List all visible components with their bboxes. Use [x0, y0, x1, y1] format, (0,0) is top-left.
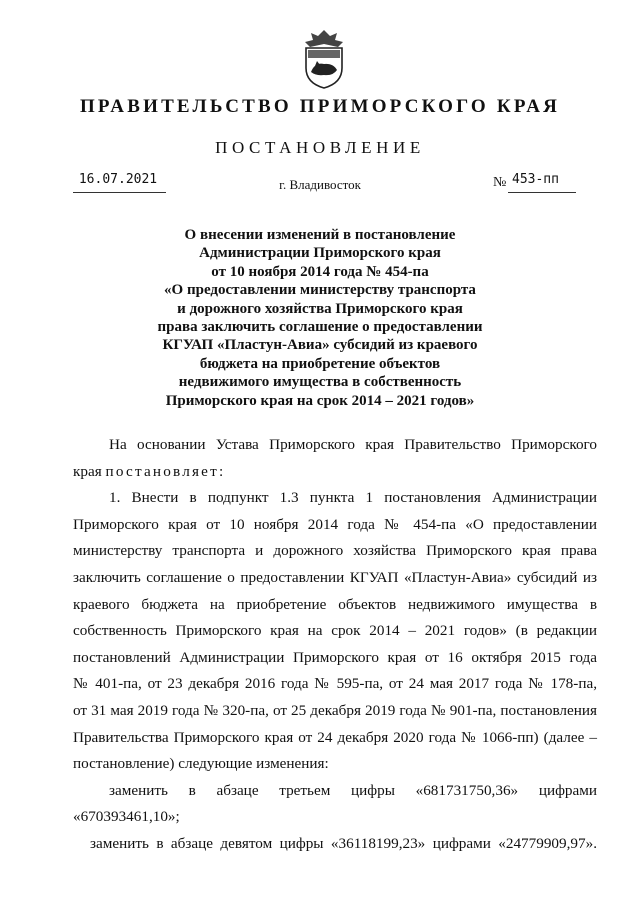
document-number: 453-пп: [512, 172, 559, 187]
document-city: г. Владивосток: [279, 177, 361, 192]
heading-line: О внесении изменений в постановление: [184, 227, 456, 243]
number-prefix: №: [493, 175, 507, 190]
heading-line: КГУАП «Пластун-Авиа» субсидий из краевого: [162, 337, 478, 354]
heading-line: Администрации Приморского края: [199, 245, 441, 262]
document-body: [73, 432, 597, 858]
document-type: ПОСТАНОВЛЕНИЕ: [215, 138, 425, 157]
body-line: краевого бюджета на приобретение объектов недвижимого имущества в: [73, 595, 597, 613]
document-date: 16.07.2021: [78, 172, 158, 187]
body-line: [73, 459, 597, 486]
body-line: министерству транспорта и дорожного хозяйства Приморского края права: [73, 542, 597, 560]
body-line: «670393461,10»;: [73, 808, 180, 826]
heading-line: права заключить соглашение о предоставлении: [157, 319, 483, 336]
heading-line: от 10 ноября 2014 года № 454-па: [211, 263, 429, 280]
body-line: Приморского края от 10 ноября 2014 года № 454-па «О предоставлении: [73, 515, 597, 533]
heading-line: и дорожного хозяйства Приморского края: [177, 300, 463, 317]
heading-line: Приморского края на срок 2014 – 2021 годов»: [165, 392, 475, 409]
body-line: заменить в абзаце девятом цифры «36118199,23» цифрами «24779909,97».: [90, 834, 597, 852]
body-line: собственность Приморского края на срок 2014 – 2021 годов» (в редакции: [73, 622, 597, 640]
heading-line: бюджета на приобретение объектов: [199, 355, 441, 372]
intro-text: края: [73, 462, 106, 480]
document-heading: [0, 226, 640, 410]
body-line: постановление) следующие изменения:: [73, 755, 329, 773]
body-line: Правительства Приморского края от 24 декабря 2020 года № 1066-пп) (далее –: [73, 728, 597, 746]
coat-of-arms-emblem: [297, 28, 351, 90]
body-line: заключить соглашение о предоставлении КГУАП «Пластун-Авиа» субсидий из: [73, 568, 597, 586]
body-line: 1. Внести в подпункт 1.3 пункта 1 постановления Администрации: [109, 489, 597, 507]
number-underline: [508, 192, 576, 193]
body-line: № 401-па, от 23 декабря 2016 года № 595-па, от 24 мая 2017 года № 178-па,: [73, 675, 597, 693]
heading-line: недвижимого имущества в собственность: [178, 374, 462, 391]
body-line: заменить в абзаце третьем цифры «681731750,36» цифрами: [109, 781, 597, 799]
body-line: от 31 мая 2019 года № 320-па, от 25 декабря 2019 года № 901-па, постановления: [73, 701, 597, 719]
heading-line: «О предоставлении министерству транспорта: [164, 282, 476, 299]
body-line: На основании Устава Приморского края Правительство Приморского: [109, 436, 597, 453]
government-title: ПРАВИТЕЛЬСТВО ПРИМОРСКОГО КРАЯ: [79, 96, 561, 117]
resolution-word: постановляет:: [105, 462, 226, 480]
body-line: постановлений Администрации Приморского края от 16 октября 2015 года: [73, 648, 597, 666]
